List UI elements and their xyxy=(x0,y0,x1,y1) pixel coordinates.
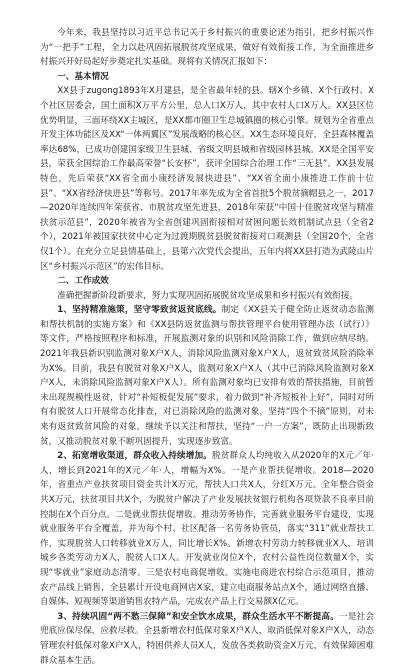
item-3-body: 一是社会兜底应保尽保，应救尽救。全县新增农村低保对象X户X人，取消低保对象X户X人，动态管理农村低保对象X户X人，特困供养人员X人，发放各类救助资金X万元，有效保障困难群众基本生活。 xyxy=(40,611,374,666)
item-1-lead: 1、坚持精准施策，坚守零致贫返贫底线。 xyxy=(57,305,222,316)
section-1-paragraph: XX县于zugong1893年X月建县，是全省最年轻的县。辖X个乡镇、X个行政村、X个社区居委会，国土面积X万平方公里，总人口X万人，其中农村人口X万人。XX县区位优势明显，三面环绕XX主城区，是XX都市圈卫生总城镇圈的核心引擎。规划为全省重点开发主体功能区及XX“一体两翼区”发展战略的核心区。XX生态环境良好，全县森林覆盖率达68%，已成功创建国家级卫生县城、省级文明县城和省级园林县城。XX是全国平安县，荣获全国综治工作最高荣誉“长安杯”，获评全国综合治理工作“三无县”。XX县发展特色，先后荣获“XX省全面小康经济发展快进县”、“XX省全面小康推进工作前十位县”、“XX省经济快进县”等称号。2017年率先成为全省首批5个脱贫摘帽县之一，2017—2020年连续四年荣获省、市脱贫攻坚先进县，2018年荣获“中国十佳脱贫攻坚与精准扶贫示范县”，2020年被省为全省创建巩固衔接相对贫困问题长效机制试点县（全省2个），2021年被国家扶贫中心定为过渡期脱贫县脱贫衔接对口观测县（全国20个，全省仅1个）。在充分立足县情基础上，县第六次党代会提出，五年内将XX县打造为武陵山片区“乡村振兴示范区”的宏伟目标。 xyxy=(40,86,374,272)
banner xyxy=(0,6,408,14)
section-2-intro: 准确把握新阶段新要求，努力实现巩固拓展脱贫攻坚成果和乡村振兴有效衔接。 xyxy=(57,290,358,301)
section-2-heading: 二、工作成效 xyxy=(57,276,109,287)
item-1-paragraph xyxy=(40,303,374,449)
item-2-body: 脱贫群众人均纯收入从2020年的X元／年·人，增长到2021年的X元／年·人，增幅为X%。一是产业帮扶促增收。2018—2020年，省重点产业扶贫项目资金共计X万元，帮扶人口共X人，分红X万元。全年整合资金共X万元，扶贫项目共X个，为脱贫户解决了产业发展扶贫银行机构各项贷款不良率目前控制在X个百分点。二是就业帮扶促增收。推动劳务协作，完善就业服务平台建设，实现就业服务平台全覆盖，并为每个村、社区配备一名劳务协管员，落实“311”就业帮扶工作，实现脱贫人口转移就业X万人，同比增长X%。新增农村劳动力转移就业X人，培训城乡各类劳动力X人，脱贫人口X人。开发就业岗位X个，农村公益性岗位数量X个，实现“零就业”家庭动态清零。三是农村电商促增收。实施电商进农村综合示范项目，推动农产品线上销售，全县累计开设电商网店X家，建立电商服务站点X个，通过网络直播、自媒体、短视频等渠道销售农特产品，完成农产品上行交易额X亿元。 xyxy=(40,451,375,608)
item-3-paragraph xyxy=(40,610,374,668)
section-1-heading: 一、基本情况 xyxy=(57,71,109,82)
item-2-lead: 2、拓宽增收渠道，群众收入持续增加。 xyxy=(57,451,213,462)
item-3-lead: 3、持续巩固“两不愁三保障”和安全饮水成果，群众生活水平不断提高。 xyxy=(57,611,339,622)
item-2-paragraph xyxy=(40,449,374,610)
document-body xyxy=(40,26,374,668)
intro-paragraph: 今年来，我县坚持以习近平总书记关于乡村振兴的重要论述为指引，把乡村振兴作为“一把手”工程，全力以赴巩固拓展脱贫攻坚成果，做好有效衔接工作，为全面推进乡村振兴开好局起好步奠定扎实基础。现将有关情况汇报如下： xyxy=(40,28,374,68)
item-1-body: 制定《XX县关于健全防止返贫动态监测和帮扶机制的实施方案》和《XX县防返贫监测与帮扶管理平台使用管理办法（试行）》等文件，严格按照程序和标准，开展监测对象的识别和风险消除工作，做到应纳尽纳。2021年我县新识别监测对象X户X人，消除风险监测对象X户X人，返贫致贫风险消除率为X%。目前，我县有脱贫对象X户X人，监测对象X户X人（其中已消除风险监测对象X户X人，未消除风险监测对象X户X人）。所有监测对象均已安排有效的帮扶措施，目前暂未出现规模性返贫，针对“补短板促发展”要求，着力做到“补齐短板补上好”，同时对所有有脱贫人口开展常态化排查，对已消除风险的监测对象，坚持“四个不摘”原则，对未来有返贫致贫风险的对象，继续予以关注和帮扶，坚持“一户一方案”，既防止出现新致贫，又推动脱贫对象不断巩固提升，实现逐步致富。 xyxy=(40,305,375,447)
